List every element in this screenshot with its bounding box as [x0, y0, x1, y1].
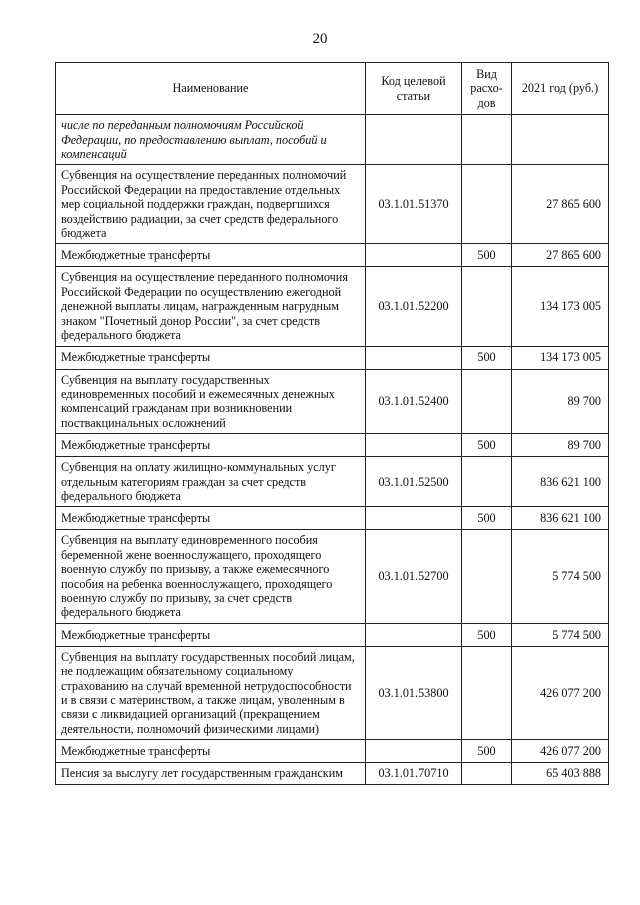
table-row-transfer [56, 623, 609, 646]
cell-code: 03.1.01.52400 [366, 369, 462, 434]
cell-kind [462, 267, 512, 346]
table-row [56, 646, 609, 739]
header-code: Код целевой статьи [366, 63, 462, 115]
table-row [56, 115, 609, 165]
cell-kind: 500 [462, 434, 512, 457]
cell-amount [512, 115, 609, 165]
cell-kind [462, 646, 512, 739]
cell-name: Субвенция на осуществление переданного полномочия Российской Федерации по осуществлению ежегодной денежной выплаты лицам, награжденным нагрудным знаком "Почетный донор России", за счет средств федерального бюджета [56, 267, 366, 346]
table-row-transfer [56, 346, 609, 369]
cell-amount: 5 774 500 [512, 530, 609, 623]
cell-kind [462, 369, 512, 434]
cell-name: Пенсия за выслугу лет государственным гражданским [56, 763, 366, 784]
table-row-transfer [56, 244, 609, 267]
cell-amount: 134 173 005 [512, 267, 609, 346]
cell-code [366, 507, 462, 530]
header-name: Наименование [56, 63, 366, 115]
cell-code [366, 434, 462, 457]
cell-kind: 500 [462, 244, 512, 267]
cell-code [366, 115, 462, 165]
cell-amount: 27 865 600 [512, 165, 609, 244]
header-amount: 2021 год (руб.) [512, 63, 609, 115]
cell-kind [462, 530, 512, 623]
cell-amount: 134 173 005 [512, 346, 609, 369]
cell-amount: 836 621 100 [512, 457, 609, 507]
cell-code: 03.1.01.53800 [366, 646, 462, 739]
cell-name: числе по переданным полномочиям Российской Федерации, по предоставлению выплат, пособий и компенсаций [56, 115, 366, 165]
table-row [56, 267, 609, 346]
page-number: 20 [312, 31, 328, 47]
table-row-transfer [56, 434, 609, 457]
table-header-row [56, 63, 609, 115]
cell-kind [462, 763, 512, 784]
cell-kind [462, 165, 512, 244]
cell-name: Межбюджетные трансферты [56, 346, 366, 369]
cell-amount: 5 774 500 [512, 623, 609, 646]
cell-amount: 65 403 888 [512, 763, 609, 784]
table-row [56, 457, 609, 507]
cell-code: 03.1.01.52500 [366, 457, 462, 507]
cell-name: Субвенция на оплату жилищно-коммунальных услуг отдельным категориям граждан за счет средств федерального бюджета [56, 457, 366, 507]
cell-kind: 500 [462, 507, 512, 530]
table-row-transfer [56, 740, 609, 763]
cell-code: 03.1.01.51370 [366, 165, 462, 244]
cell-name: Субвенция на выплату государственных пособий лицам, не подлежащим обязательному социальному страхованию на случай временной нетрудоспособности и в связи с материнством, а также лицам, уволенным в связи с ликвидацией организаций (прекращением деятельности, полномочий физическими лицами) [56, 646, 366, 739]
cell-name: Межбюджетные трансферты [56, 244, 366, 267]
cell-code [366, 244, 462, 267]
cell-kind [462, 457, 512, 507]
cell-amount: 426 077 200 [512, 646, 609, 739]
cell-code [366, 740, 462, 763]
cell-amount: 426 077 200 [512, 740, 609, 763]
table-row [56, 369, 609, 434]
header-kind: Вид расхо-дов [462, 63, 512, 115]
cell-kind: 500 [462, 623, 512, 646]
budget-table [55, 62, 609, 785]
table-row [56, 763, 609, 784]
cell-name: Межбюджетные трансферты [56, 623, 366, 646]
cell-kind: 500 [462, 740, 512, 763]
cell-amount: 89 700 [512, 434, 609, 457]
cell-name: Межбюджетные трансферты [56, 740, 366, 763]
cell-amount: 27 865 600 [512, 244, 609, 267]
table-row-transfer [56, 507, 609, 530]
cell-amount: 836 621 100 [512, 507, 609, 530]
cell-code [366, 623, 462, 646]
cell-name: Субвенция на выплату единовременного пособия беременной жене военнослужащего, проходящего военную службу по призыву, а также ежемесячного пособия на ребенка военнослужащего, проходящего военную службу по призыву, за счет средств федерального бюджета [56, 530, 366, 623]
cell-name: Субвенция на осуществление переданных полномочий Российской Федерации на предоставление отдельных мер социальной поддержки граждан, подвергшихся воздействию радиации, за счет средств федерального бюджета [56, 165, 366, 244]
cell-kind [462, 115, 512, 165]
cell-name: Субвенция на выплату государственных единовременных пособий и ежемесячных денежных компенсаций гражданам при возникновении поствакцинальных осложнений [56, 369, 366, 434]
cell-amount: 89 700 [512, 369, 609, 434]
cell-name: Межбюджетные трансферты [56, 434, 366, 457]
cell-code: 03.1.01.52700 [366, 530, 462, 623]
table-row [56, 530, 609, 623]
table-row [56, 165, 609, 244]
cell-code [366, 346, 462, 369]
cell-code: 03.1.01.70710 [366, 763, 462, 784]
cell-name: Межбюджетные трансферты [56, 507, 366, 530]
table-body [56, 115, 609, 784]
cell-kind: 500 [462, 346, 512, 369]
cell-code: 03.1.01.52200 [366, 267, 462, 346]
